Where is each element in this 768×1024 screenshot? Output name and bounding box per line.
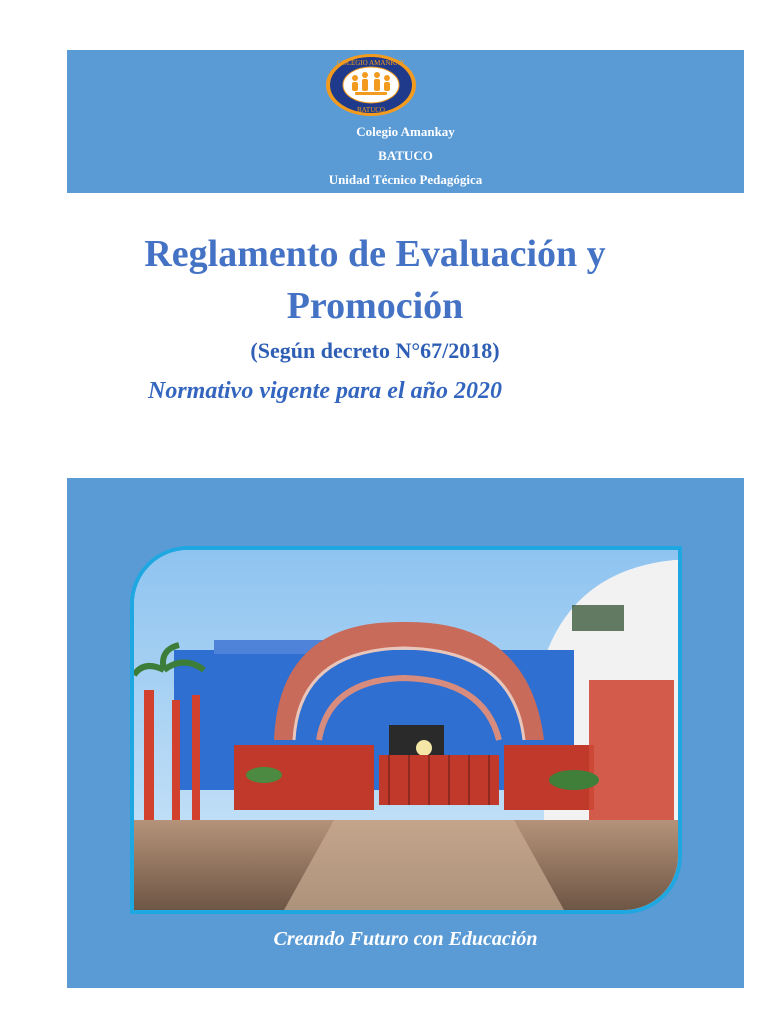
motto: Creando Futuro con Educación (273, 928, 538, 950)
title-line-1: Reglamento de Evaluación y (144, 233, 606, 275)
department-name: Unidad Técnico Pedagógica (328, 172, 483, 187)
title-line-2: Promoción (286, 285, 464, 327)
decree-reference: (Según decreto N°67/2018) (250, 338, 500, 363)
town-name: BATUCO (378, 148, 433, 163)
validity-subtitle: Normativo vigente para el año 2020 (148, 378, 502, 404)
logo-ring-text-bottom: BATUCO (356, 106, 386, 114)
school-logo (325, 53, 417, 117)
school-name: Colegio Amankay (356, 124, 455, 139)
logo-ring-text-top: COLEGIO AMANKAY (337, 59, 405, 67)
school-entrance-photo (130, 546, 682, 914)
document-title (40, 228, 710, 332)
